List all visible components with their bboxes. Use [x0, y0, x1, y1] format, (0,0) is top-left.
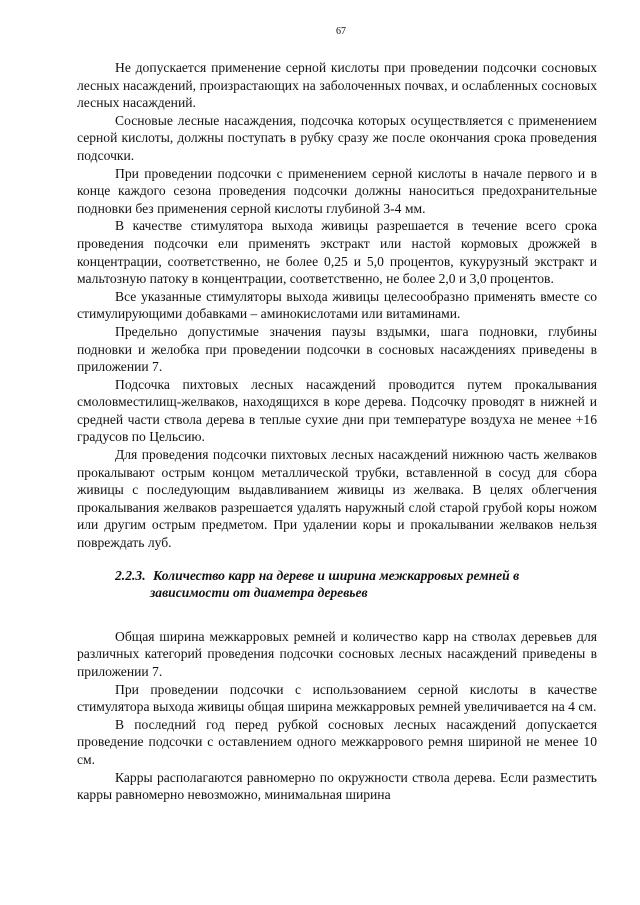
paragraph-limit-values: Предельно допустимые значения паузы вздымки, шага подновки, глубины подновки и желобка при проведении подсочки в сосновых насаждениях приведены в приложении 7.	[77, 323, 597, 375]
paragraph-last-year: В последний год перед рубкой сосновых лесных насаждений допускается проведение подсочки с оставлением одного межкаррового ремня шириной не менее 10 см.	[77, 716, 597, 767]
paragraph-fir-piercing: Для проведения подсочки пихтовых лесных насаждений нижнюю часть желваков прокалывают острым концом металлической трубки, вставленной в сосуд для сбора живицы с последующим выдавливанием живицы из желвака. В целях облегчения прокалывания желваков разрешается удалять наружный слой старой грубой коры ножом или другим острым предметом. При удалении коры и прокалывании желваков нельзя повреждать луб.	[77, 447, 597, 551]
paragraph-felling-after-tapping: Сосновые лесные насаждения, подсочка которых осуществляется с применением серной кислоты, должны поступать в рубку сразу же после окончания срока проведения подсочки.	[77, 112, 597, 163]
paragraph-belt-width: Общая ширина межкарровых ремней и количество карр на стволах деревьев для различных категорий проведения подсочки сосновых лесных насаждений приведены в приложении 7.	[77, 628, 597, 679]
paragraph-protective-renewals: При проведении подсочки с применением серной кислоты в начале первого и в конце каждого сезона проведения подсочки должны наноситься предохранительные подновки без применения серной кислоты глубиной 3-4 мм.	[77, 165, 597, 216]
section-heading	[77, 567, 597, 602]
paragraph-sulfuric-acid-restriction: Не допускается применение серной кислоты при проведении подсочки сосновых лесных насаждений, произрастающих на заболоченных почвах, и ослабленных сосновых лесных насаждений.	[77, 60, 597, 111]
section-number: 2.2.3.	[115, 567, 146, 583]
paragraph-spruce-stimulators: В качестве стимулятора выхода живицы разрешается в течение всего срока проведения подсочки ели применять экстракт или настой кормовых дрожжей в концентрации, соответственно, не более 0,25 и 5,0 процентов, кукурузный экстракт и мальтозную патоку в концентрации, соответственно, не более 2,0 и 3,0 процентов.	[77, 218, 597, 287]
paragraph-belt-increase: При проведении подсочки с использованием серной кислоты в качестве стимулятора выхода живицы общая ширина межкарровых ремней увеличивается на 4 см.	[77, 681, 597, 715]
section-title-line2: зависимости от диаметра деревьев	[150, 585, 368, 601]
paragraph-stimulating-additives: Все указанные стимуляторы выхода живицы целесообразно применять вместе со стимулирующими добавками – аминокислотами или витаминами.	[77, 288, 597, 322]
paragraph-karra-placement: Карры располагаются равномерно по окружности ствола дерева. Если разместить карры равномерно невозможно, минимальная ширина	[77, 769, 597, 803]
section-title-line1: Количество карр на дереве и ширина межкарровых ремней в	[153, 567, 520, 583]
paragraph-fir-tapping: Подсочка пихтовых лесных насаждений проводится путем прокалывания смоловместилищ-желваков, находящихся в коре дерева. Подсочку проводят в нижней и средней части ствола дерева в теплые сухие дни при температуре воздуха не менее +16 градусов по Цельсию.	[77, 376, 597, 445]
page-number: 67	[336, 26, 346, 37]
